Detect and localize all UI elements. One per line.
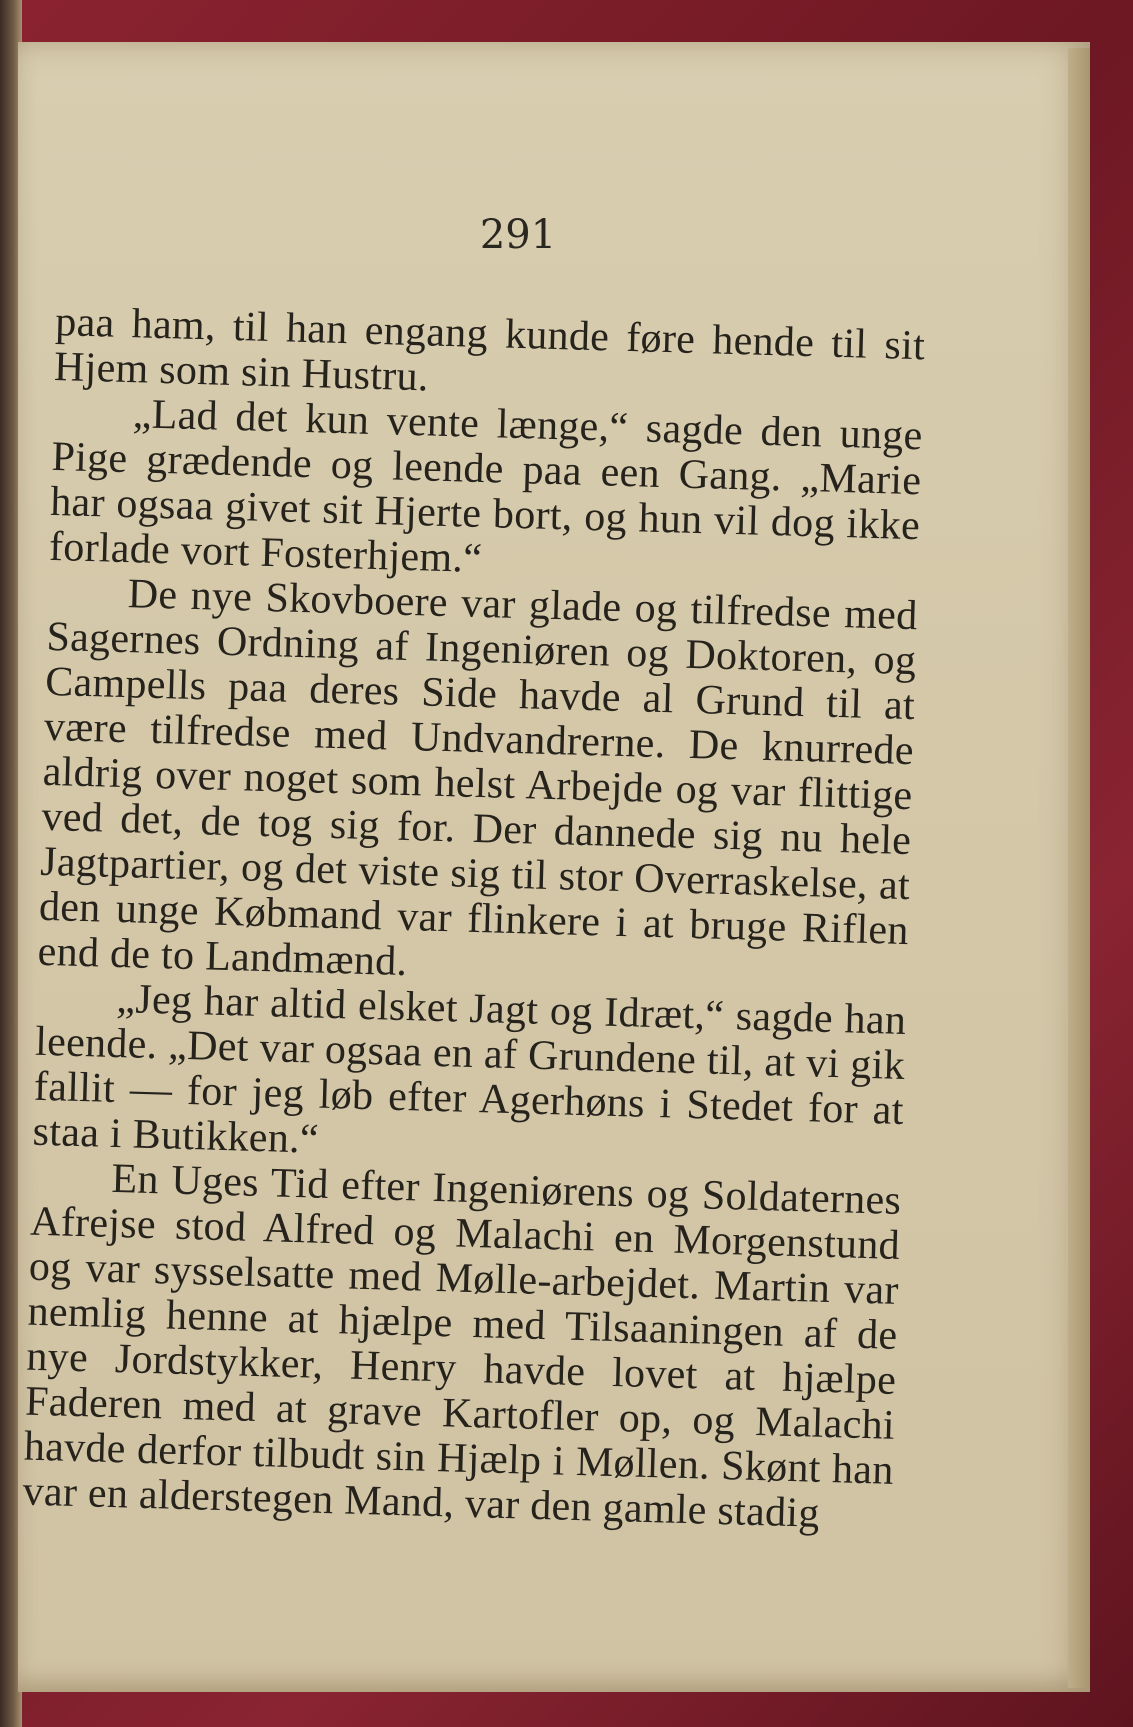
page-text: [22, 300, 926, 1539]
book-page: [18, 42, 1090, 1692]
paragraph: paa ham, til han engang kunde føre hende til sit Hjem som sin Hustru.: [53, 299, 926, 401]
paragraph: „Lad det kun vente længe,“ sagde den unge Pige grædende og leende paa een Gang. „Marie har ogsaa givet sit Hjerte bort, og hun vil dog ikke forlade vort Fosterhjem.“: [48, 391, 924, 582]
page-edge: [1068, 48, 1090, 1688]
paragraph: „Jeg har altid elsket Jagt og Idræt,“ sagde han leende. „Det var ogsaa en af Grundene til, at vi gik fallit — for jeg løb efter Agerhøns i Stedet for at staa i Butikken.“: [32, 975, 907, 1163]
page-number: 291: [479, 212, 557, 258]
paragraph: En Uges Tid efter Ingeniørens og Soldaternes Afrejse stod Alfred og Malachi en Morgenstund og var sysselsatte med Mølle-arbejdet. Martin var nemlig henne at hjælpe med Tilsaaningen af de nye Jordstykker, Henry havde lovet at hjælpe Faderen med at grave Kartofler op, og Malachi havde derfor tilbudt sin Hjælp i Møllen. Skønt han var en alderstegen Mand, var den gamle stadig: [22, 1155, 902, 1537]
paragraph: De nye Skovboere var glade og tilfredse med Sagernes Ordning af Ingeniøren og Doktoren, og Campells paa deres Side havde al Grund til at være tilfredse med Undvandrerne. De knurrede aldrig over noget som helst Arbejde og var flittige ved det, de tog sig for. Der dannede sig nu hele Jagtpartier, og det viste sig til stor Overraskelse, at den unge Købmand var flinkere i at bruge Riflen end de to Landmænd.: [37, 571, 919, 986]
